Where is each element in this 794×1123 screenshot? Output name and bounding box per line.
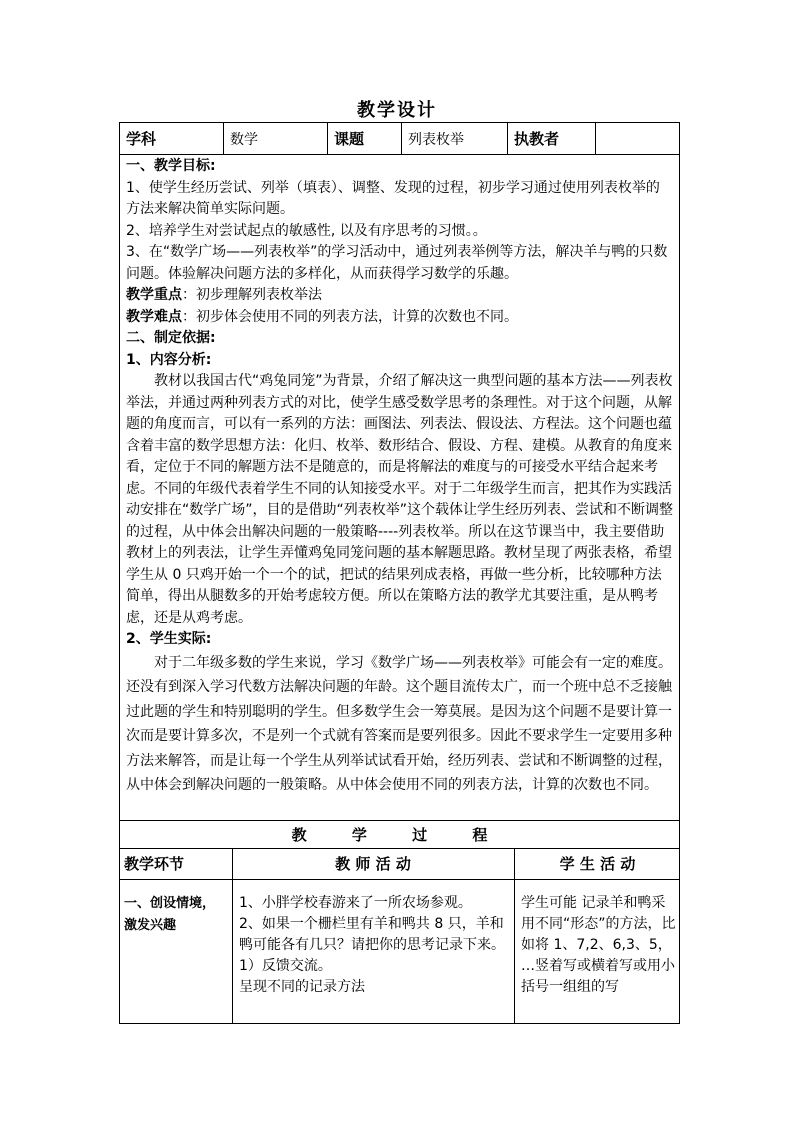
goal-item: 1、使学生经历尝试、列举（填表）、调整、发现的过程，初步学习通过使用列表枚举的方法来解决简单实际问题。 <box>126 179 660 217</box>
goal-item: 3、在“数学广场——列表枚举”的学习活动中，通过列表举例等方法，解决羊与鸭的只数问题。体验解决问题方法的多样化，从而获得学习数学的乐趣。 <box>126 244 668 282</box>
teacher-activity-line: 1）反馈交流。 <box>239 958 332 974</box>
goal-item: 2、培养学生对尝试起点的敏感性, 以及有序思考的习惯。。 <box>126 222 487 239</box>
basis-heading: 二、制定依据: <box>126 330 216 346</box>
teacher-activity-line: 2、如果一个栅栏里有羊和鸭共 8 只，羊和鸭可能各有几只？请把你的思考记录下来。 <box>239 916 505 953</box>
teacher-activity-line: 1、小胖学校春游来了一所农场参观。 <box>239 895 472 911</box>
topic-value: 列表枚举 <box>402 123 508 154</box>
student-situation-text: 对于二年级多数的学生来说，学习《数学广场——列表枚举》可能会有一定的难度。还没有到深入学习代数方法解决问题的年龄。这个题目流传太广，而一个班中总不乏接触过此题的学生和特别聪明的学生。但多数学生会一筹莫展。是因为这个问题不是要计算一次而是要计算多次，不是列一个式就有答案而是要列很多。因此不要求学生一定要用多种方法来解答，而是让每一个学生从列举试试看开始，经历列表、尝试和不断调整的过程，从中体会到解决问题的一般策略。从中体会使用不同的列表方法，计算的次数也不同。 <box>126 654 672 793</box>
student-column-header: 学 生 活 动 <box>559 855 636 873</box>
process-title: 教 学 过 程 <box>120 821 679 849</box>
topic-label: 课题 <box>328 123 402 154</box>
step-cell: 一、创设情境，激发兴趣 <box>124 896 216 933</box>
teacher-activity-cell <box>233 879 514 1023</box>
subject-label: 学科 <box>120 123 224 154</box>
lesson-plan-table <box>119 122 680 1024</box>
teacher-value <box>596 123 681 154</box>
goals-heading: 一、教学目标: <box>126 158 216 174</box>
difficulty-label: 教学难点 <box>126 308 182 325</box>
content-analysis-text: 教材以我国古代“鸡兔同笼”为背景，介绍了解决这一典型问题的基本方法——列表枚举法，并通过两种列表方式的对比，使学生感受数学思考的条理性。对于这个问题，从解题的角度而言，可以有一系列的方法：画图法、列表法、假设法、方程法。这个问题也蕴含着丰富的数学思想方法：化归、枚举、数形结合、假设、方程、建模。从教育的角度来看，定位于不同的解题方法不是随意的，而是将解法的难度与的可接受水平结合起来考虑。不同的年级代表着学生不同的认知接受水平。对于二年级学生而言，把其作为实践活动安排在“数学广场”，目的是借助“列表枚举”这个载体让学生经历列表、尝试和不断调整的过程，从中体会出解决问题的一般策略----列表枚举。所以在这节课当中，我主要借助教材上的列表法，让学生弄懂鸡兔同笼问题的基本解题思路。教材呈现了两张表格，希望学生从 0 只鸡开始一个一个的试，把试的结果列成表格，再做一些分析，比较哪种方法简单，得出从腿数多的开始考虑较方便。所以在策略方法的教学尤其要注重，是从鸭考虑，还是从鸡考虑。 <box>126 373 674 626</box>
key-point-text: ：初步理解列表枚举法 <box>182 287 322 303</box>
key-point-label: 教学重点 <box>126 287 182 303</box>
key-point <box>126 285 673 307</box>
document-title: 教学设计 <box>357 100 437 121</box>
difficulty-text: ：初步体会使用不同的列表方法，计算的次数也不同。 <box>182 308 518 325</box>
teacher-column-header: 教 师 活 动 <box>335 855 411 873</box>
teacher-activity-line: 呈现不同的记录方法 <box>239 979 365 995</box>
main-content <box>120 154 679 821</box>
header-row <box>120 123 679 155</box>
teacher-label: 执教者 <box>508 123 596 154</box>
student-situation-heading: 2、学生实际: <box>126 631 212 647</box>
student-activity-cell: 学生可能 记录羊和鸭采用不同“形态”的方法，比如将 1、7,2、6,3、5， …竖着写或横着写或用小括号一组组的写 <box>521 895 676 995</box>
subject-value: 数学 <box>224 123 328 154</box>
step-column-header: 教学环节 <box>124 855 185 873</box>
process-row <box>120 879 679 1023</box>
process-header-row <box>120 848 679 880</box>
content-analysis-heading: 1、内容分析: <box>126 351 212 368</box>
difficulty <box>126 307 673 329</box>
